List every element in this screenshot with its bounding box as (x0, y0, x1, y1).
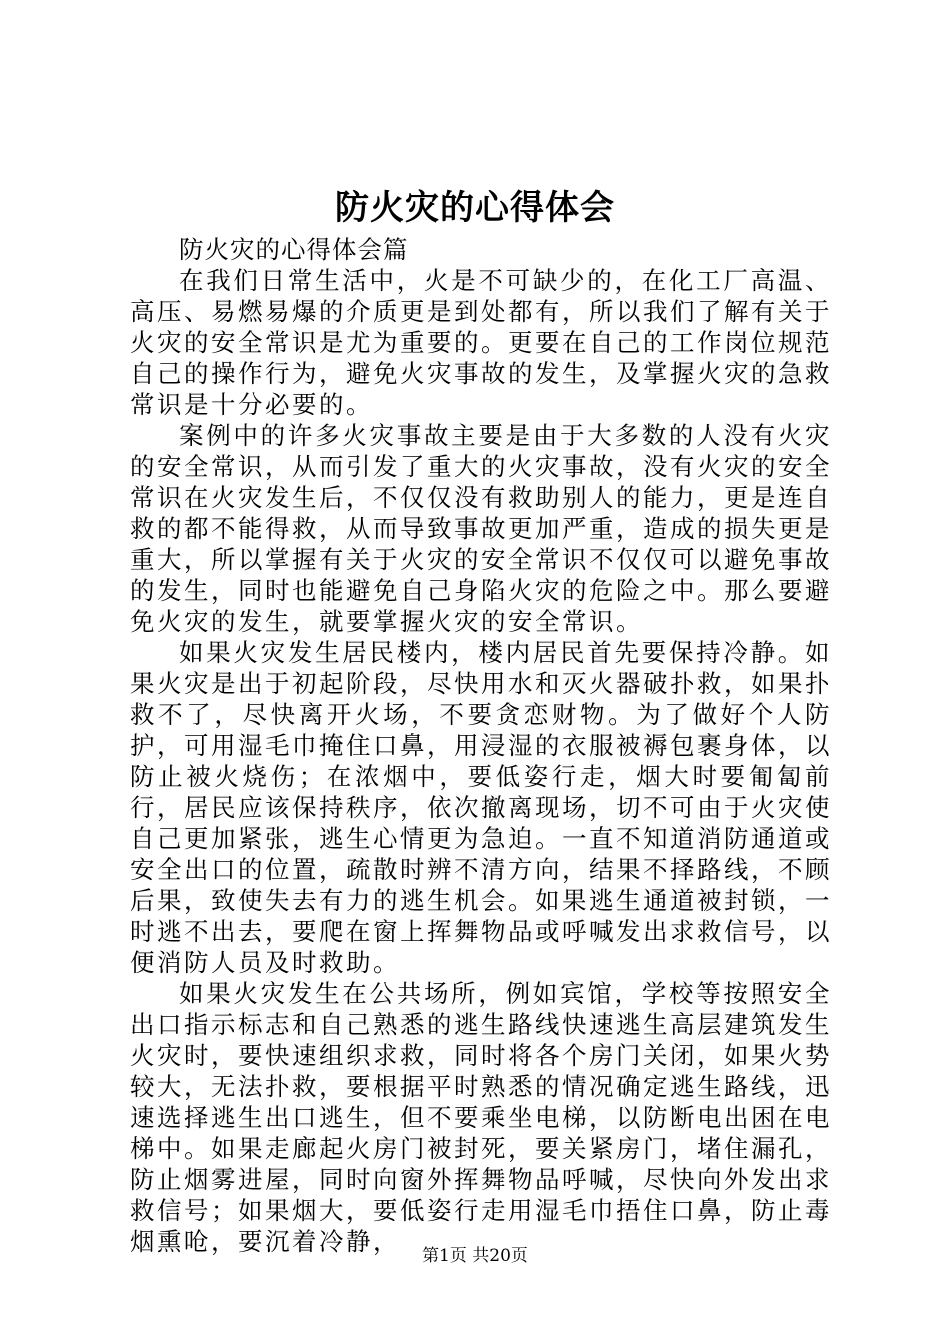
paragraph: 案例中的许多火灾事故主要是由于大多数的人没有火灾的安全常识，从而引发了重大的火灾事故，没有火灾的安全常识在火灾发生后，不仅仅没有救助别人的能力，更是连自救的都不能得救，从而导致事故更加严重，造成的损失更是重大，所以掌握有关于火灾的安全常识不仅仅可以避免事故的发生，同时也能避免自己身陷火灾的危险之中。那么要避免火灾的发生，就要掌握火灾的安全常识。 (130, 421, 832, 636)
paragraph: 在我们日常生活中，火是不可缺少的，在化工厂高温、高压、易燃易爆的介质更是到处都有，所以我们了解有关于火灾的安全常识是尤为重要的。更要在自己的工作岗位规范自己的操作行为，避免火灾事故的发生，及掌握火灾的急救常识是十分必要的。 (130, 266, 832, 419)
document-body (130, 234, 832, 1257)
paragraph: 如果火灾发生居民楼内，楼内居民首先要保持冷静。如果火灾是出于初起阶段，尽快用水和灭火器破扑救，如果扑救不了，尽快离开火场，不要贪恋财物。为了做好个人防护，可用湿毛巾掩住口鼻，用浸湿的衣服被褥包裹身体，以防止被火烧伤；在浓烟中，要低姿行走，烟大时要匍匐前行，居民应该保持秩序，依次撤离现场，切不可由于火灾使自己更加紧张，逃生心情更为急迫。一直不知道消防通道或安全出口的位置，疏散时辨不清方向，结果不择路线，不顾后果，致使失去有力的逃生机会。如果逃生通道被封锁，一时逃不出去，要爬在窗上挥舞物品或呼喊发出求救信号，以便消防人员及时救助。 (130, 638, 832, 977)
document-subtitle: 防火灾的心得体会篇 (179, 235, 409, 264)
page-number-footer: 第1页 共20页 (422, 1246, 528, 1266)
paragraph: 如果火灾发生在公共场所，例如宾馆，学校等按照安全出口指示标志和自己熟悉的逃生路线快速逃生高层建筑发生火灾时，要快速组织求救，同时将各个房门关闭，如果火势较大，无法扑救，要根据平时熟悉的情况确定逃生路线，迅速选择逃生出口逃生，但不要乘坐电梯，以防断电出困在电梯中。如果走廊起火房门被封死，要关紧房门，堵住漏孔，防止烟雾进屋，同时向窗外挥舞物品呼喊，尽快向外发出求救信号；如果烟大，要低姿行走用湿毛巾捂住口鼻，防止毒烟熏呛，要沉着冷静， (130, 979, 832, 1256)
document-title: 防火灾的心得体会 (335, 188, 615, 228)
